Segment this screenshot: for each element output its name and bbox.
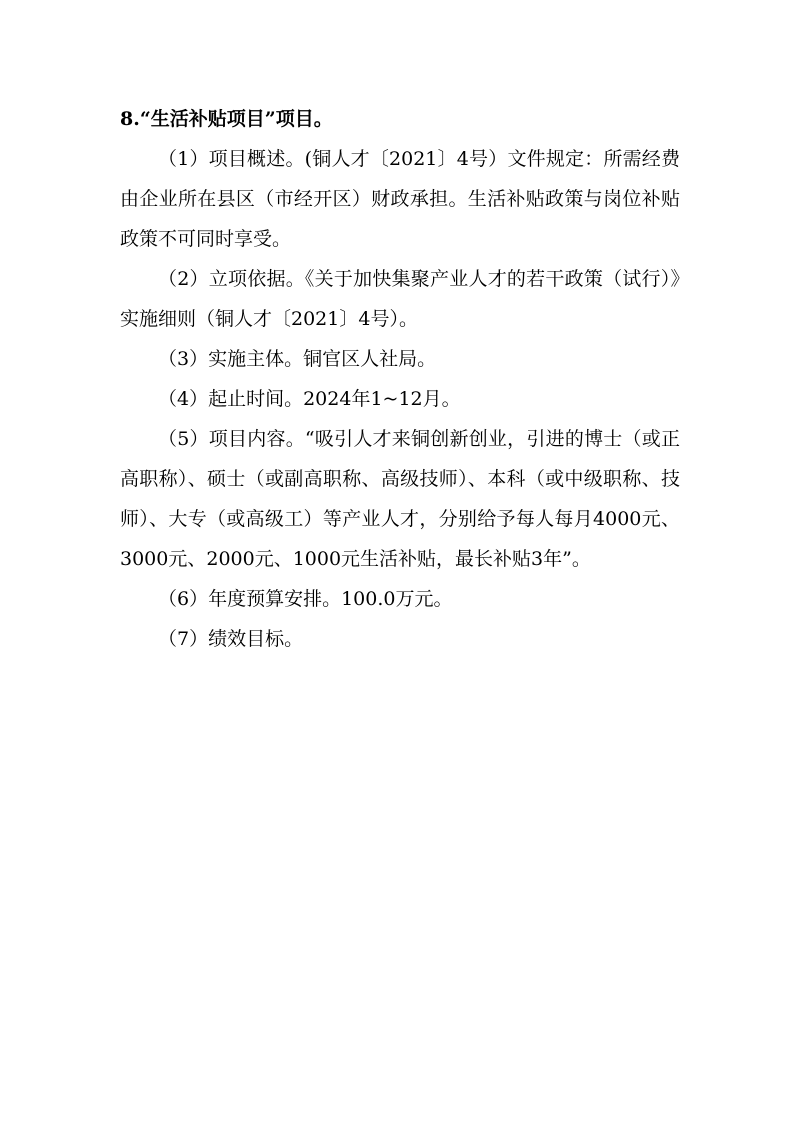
section-heading: 8.“生活补贴项目”项目。 <box>120 108 333 130</box>
document-body <box>120 99 680 659</box>
paragraph-project-basis: （2）立项依据。《关于加快集聚产业人才的若干政策（试行）》实施细则（铜人才〔2021〕4号）。 <box>120 268 680 330</box>
paragraph-time-period: （4）起止时间。2024年1~12月。 <box>158 388 461 410</box>
paragraph-project-content: （5）项目内容。“吸引人才来铜创新创业，引进的博士（或正高职称）、硕士（或副高职称、高级技师）、本科（或中级职称、技师）、大专（或高级工）等产业人才，分别给予每人每月4000元、3000元、2000元、1000元生活补贴，最长补贴3年”。 <box>120 428 680 570</box>
paragraph-implementing-body: （3）实施主体。铜官区人社局。 <box>158 348 437 370</box>
paragraph-annual-budget: （6）年度预算安排。100.0万元。 <box>158 588 453 610</box>
paragraph-project-overview: （1）项目概述。(铜人才〔2021〕4号）文件规定：所需经费由企业所在县区（市经开区）财政承担。生活补贴政策与岗位补贴政策不可同时享受。 <box>120 148 680 250</box>
paragraph-performance-goals: （7）绩效目标。 <box>158 628 304 650</box>
